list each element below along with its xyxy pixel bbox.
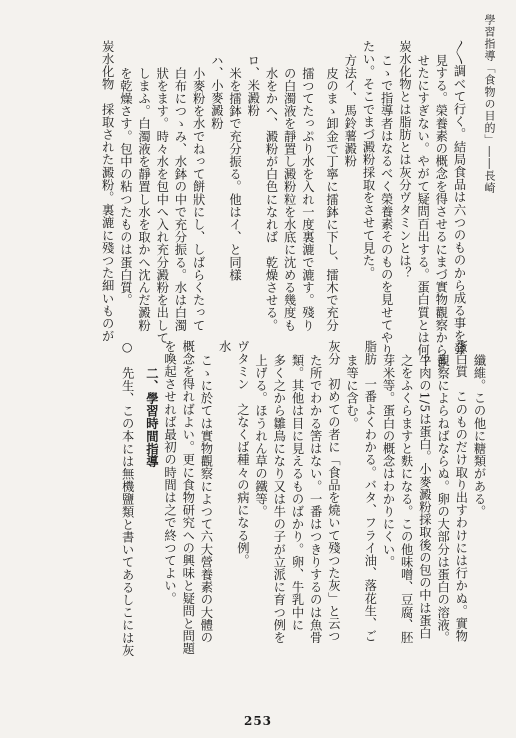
text-column: こゝに於ては實物觀察によつて六大營養素の大體の [198, 353, 213, 644]
text-column: 見する。榮養素の概念を得させるにまづ實物觀察からさ [433, 53, 448, 369]
text-column: 芽米等。蛋白の概念はわかりにくい。 [380, 353, 395, 568]
text-column: 纖維。この他に糖類がある。 [472, 353, 486, 518]
text-column: ○ 先生、この本には無機鹽類と書いてあるしこには灰 [120, 340, 135, 657]
text-column: せたにすぎない。やがて疑問百出する。蛋白質とは何？ [415, 53, 430, 369]
text-column: 白布につゝみ、水鉢の中で充分振る。水は白濁 [172, 67, 187, 332]
running-header: 學習指導「食物の目的」――長崎 [483, 14, 496, 194]
text-column: こゝで指導者はなるべく榮養素そのものを見せてやり [379, 53, 394, 356]
method-heading: 方法イ、馬鈴薯澱粉 [342, 53, 357, 167]
text-column: を乾燥さす。包中の粘つたものは蛋白質。 [118, 67, 133, 307]
text-column: 多く之から雛鳥になり又は牛の子が立派に育つ例を [271, 353, 286, 644]
text-column: 炭水化物とは脂肪とは灰分ヴタミンとは？ [397, 40, 412, 280]
text-column: 〳〵調べて行く。結局食品は六つのものから成る事を發 [452, 40, 466, 355]
text-column: 水 [217, 340, 232, 353]
text-column: 上げる。ほうれん草の鐵等。 [253, 353, 268, 518]
text-column: 牛肉の1/5は蛋白。小麥澱粉採取後の包の中は蛋白 [417, 353, 432, 639]
text-column: 水をかへ、澱粉が白色になれば 乾燥させる。 [263, 67, 278, 332]
text-column: を喚起させれば最初の時間は之で終つてよい。 [162, 340, 177, 605]
page-number: 253 [243, 714, 273, 728]
upper-text-section [92, 40, 468, 369]
section-heading: 二、學習時間指導 [144, 367, 160, 468]
subheading: ロ、米澱粉 [245, 53, 260, 117]
subheading: ハ、小麥澱粉 [209, 53, 224, 130]
text-column: 米を擂鉢で充分振る。他はイ、と同樣 [227, 67, 242, 282]
lower-text-section [112, 340, 488, 705]
text-column: 之をふくらますと麩になる。この他味噌、豆腐、胚 [399, 353, 414, 644]
text-column: 觀察によらねばならぬ。卵の大部分は蛋白の溶液。 [435, 353, 450, 644]
text-column: 皮のまゝ卸金で丁寧に擂鉢に下し、擂木で充分 [324, 67, 339, 332]
text-column: 類。其他は目に見えるものばかり。卵、牛乳中に [289, 353, 304, 631]
text-column: 概念を得ればよい。更に食物研究への興味と疑問と問題 [180, 340, 195, 655]
text-column: しまふ。白濁液を靜置し水を取かへ沈んだ澱粉 [136, 67, 151, 332]
text-column: 脂肪 一番よくわかる。バタ、フライ油、落花生、ご [362, 340, 377, 643]
text-column: 蛋白質 このものだけ取り出すわけには行かぬ。實物 [453, 340, 468, 643]
text-column: 小麥粉を水でねって餅狀にし、しばらくたって [191, 67, 206, 332]
text-column: た所でわかる筈はない。一番はつきりするのは魚骨 [308, 353, 323, 644]
text-column: たい。そこでまづ澱粉採取をさせて見た。 [360, 40, 375, 280]
text-column: 灰分 初めての者に「食品を燒いて殘つた灰」と云つ [326, 340, 341, 643]
text-column: 狀をます。時々水を包中へ入れ充分澱粉を出して [154, 67, 169, 345]
text-column: ヴタミン 之なくば種々の病になる例。 [235, 340, 250, 567]
text-column: の白濁液を靜置し澱粉粒を水底に沈める幾度も [282, 67, 297, 332]
text-column: 擂つてたっぷり水を入れ一度裏漉で漉す。殘り [300, 67, 315, 332]
text-column: ま等に含む。 [344, 353, 359, 430]
text-column: 炭水化物 採取された澱粉。裏漉に殘つた細いものが [100, 40, 115, 343]
